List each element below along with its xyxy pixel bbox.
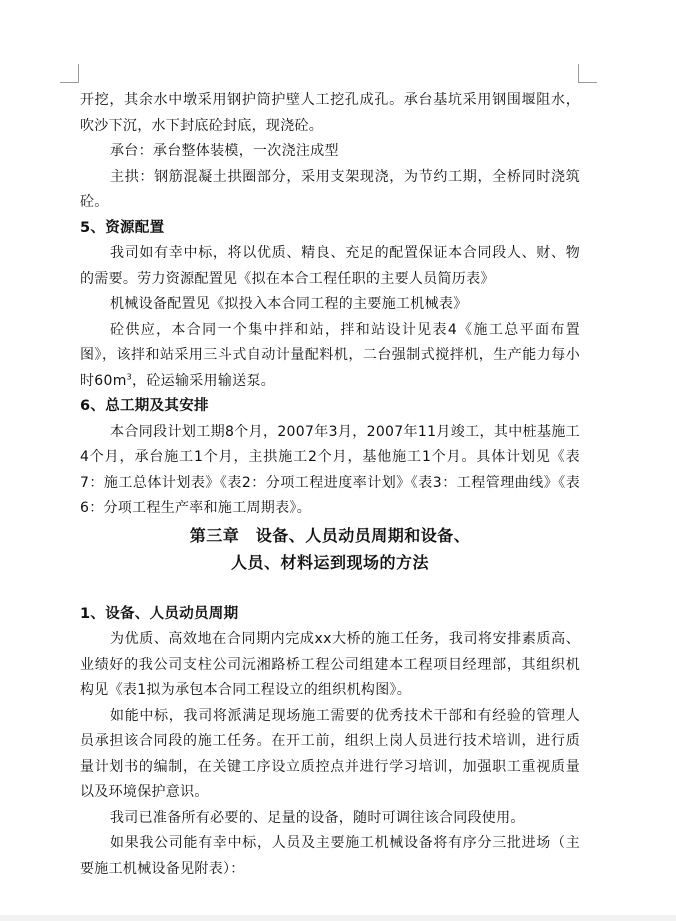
document-body (80, 88, 580, 882)
concrete-text-a: 砼供应，本合同一个集中拌和站，拌和站设计见表4《施工总平面布置图》，该拌和站采用三斗式自动计量配料机，二台强制式搅拌机，生产能力每小时60m (80, 321, 580, 389)
section-heading-schedule: 6、总工期及其安排 (80, 398, 209, 414)
section-heading-resources: 5、资源配置 (80, 219, 165, 236)
paragraph-main-arch: 主拱：钢筋混凝土拱圈部分，采用支架现浇，为节约工期，全桥同时浇筑砼。 (80, 168, 580, 210)
paragraph-resources-1: 我司如有幸中标，将以优质、精良、充足的配置保证本合同段人、财、物的需要。劳力资源配置见《拟在本合工程任职的主要人员简历表》 (80, 245, 580, 287)
paragraph-mobilization-2: 如能中标，我司将派满足现场施工需要的优秀技术干部和有经验的管理人员承担该合同段的施工任务。在开工前，组织上岗人员进行技术培训，进行质量计划书的编制，在关键工序设立质控点并进行学习培训，加强职工重视质量以及环境保护意识。 (80, 707, 580, 800)
paragraph-resources-2: 机械设备配置见《拟投入本合同工程的主要施工机械表》 (110, 296, 468, 312)
paragraph-mobilization-1: 为优质、高效地在合同期内完成xx大桥的施工任务，我司将安排素质高、业绩好的我公司支柱公司沅湘路桥工程公司组建本工程项目经理部，其组织机构见《表1拟为承包本合同工程设立的组织机构图》。 (80, 631, 580, 698)
margin-corner-top-right (578, 64, 597, 83)
superscript-3: 3 (126, 371, 133, 381)
page-bottom-edge (0, 915, 676, 921)
concrete-text-b: ，砼运输采用输送泵。 (132, 372, 276, 389)
paragraph-cap: 承台：承台整体装模，一次浇注成型 (110, 143, 339, 159)
section-heading-mobilization: 1、设备、人员动员周期 (80, 605, 239, 622)
paragraph-excavation: 开挖，其余水中墩采用钢护筒护壁人工挖孔成孔。承台基坑采用钢围堰阻水，吹沙下沉，水下封底砼封底，现浇砼。 (80, 92, 580, 134)
chapter-title-line1: 第三章 设备、人员动员周期和设备、 (189, 525, 471, 545)
paragraph-schedule: 本合同段计划工期8个月，2007年3月，2007年11月竣工，其中桩基施工4个月，承台施工1个月，主拱施工2个月，基他施工1个月。具体计划见《表7：施工总体计划表》《表2：分项工程进度率计划》《表3：工程管理曲线》《表6：分项工程生产率和施工周期表》。 (80, 423, 580, 516)
paragraph-mobilization-4: 如果我公司能有幸中标，人员及主要施工机械设备将有序分三批进场（主要施工机械设备见附表）： (80, 835, 580, 877)
paragraph-mobilization-3: 我司已准备所有必要的、足量的设备，随时可调往该合同段使用。 (110, 809, 525, 826)
paragraph-concrete-supply (80, 318, 580, 395)
chapter-title-line2: 人员、材料运到现场的方法 (230, 552, 429, 572)
margin-corner-top-left (60, 64, 79, 83)
